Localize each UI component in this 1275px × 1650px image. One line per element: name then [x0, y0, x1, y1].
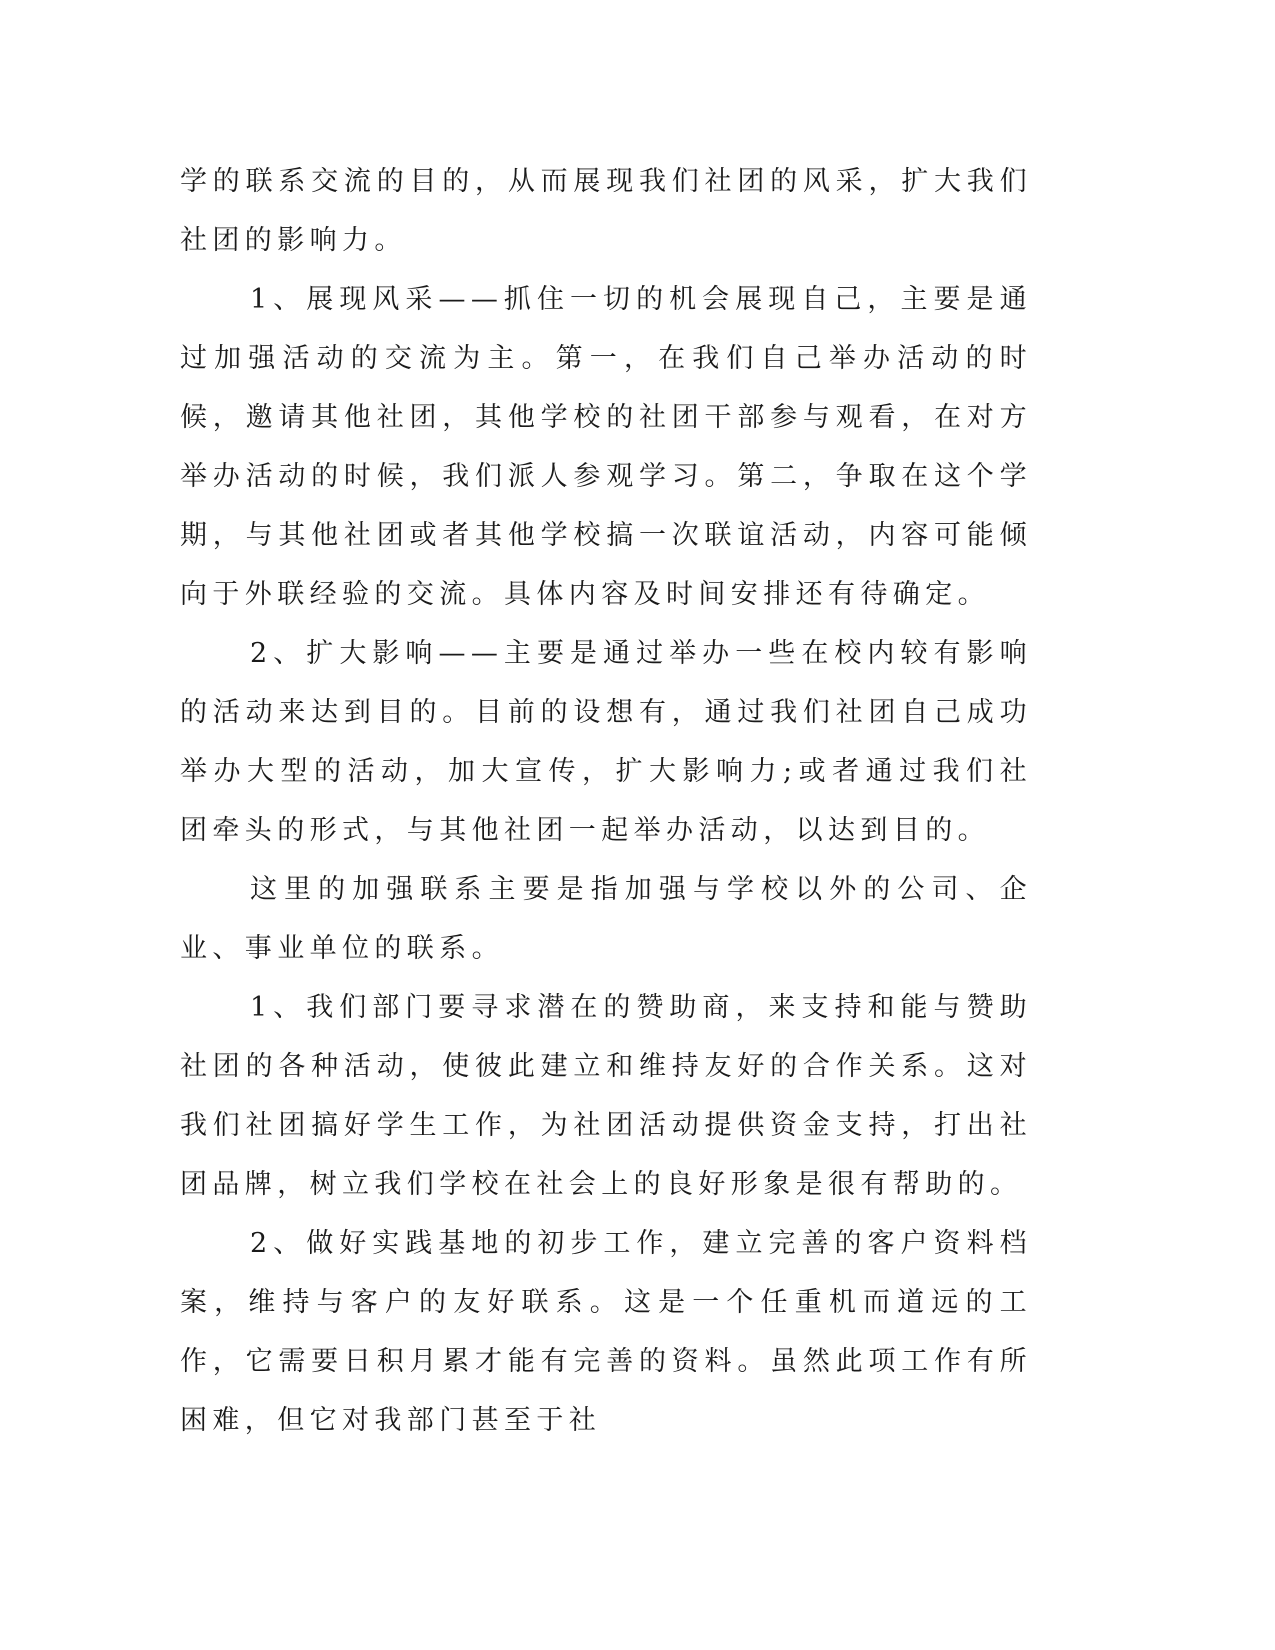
paragraph-sponsors: 1、我们部门要寻求潜在的赞助商，来支持和能与赞助社团的各种活动，使彼此建立和维持友好的合作关系。这对我们社团搞好学生工作，为社团活动提供资金支持，打出社团品牌，树立我们学校在社会上的良好形象是很有帮助的。 [180, 992, 1032, 1200]
paragraph-practice-base: 2、做好实践基地的初步工作，建立完善的客户资料档案，维持与客户的友好联系。这是一个任重机而道远的工作，它需要日积月累才能有完善的资料。虽然此项工作有所困难，但它对我部门甚至于社 [180, 1228, 1032, 1436]
paragraph-expand-influence: 2、扩大影响——主要是通过举办一些在校内较有影响的活动来达到目的。目前的设想有，通过我们社团自己成功举办大型的活动，加大宣传，扩大影响力;或者通过我们社团牵头的形式，与其他社团一起举办活动，以达到目的。 [180, 638, 1032, 846]
paragraph-showcase-style: 1、展现风采——抓住一切的机会展现自己，主要是通过加强活动的交流为主。第一，在我们自己举办活动的时候，邀请其他社团，其他学校的社团干部参与观看，在对方举办活动的时候，我们派人参观学习。第二，争取在这个学期，与其他社团或者其他学校搞一次联谊活动，内容可能倾向于外联经验的交流。具体内容及时间安排还有待确定。 [180, 284, 1032, 610]
document-body [180, 152, 1032, 1450]
paragraph-external-contacts: 这里的加强联系主要是指加强与学校以外的公司、企业、事业单位的联系。 [180, 874, 1032, 964]
paragraph-intro-continuation: 学的联系交流的目的，从而展现我们社团的风采，扩大我们社团的影响力。 [180, 166, 1032, 256]
